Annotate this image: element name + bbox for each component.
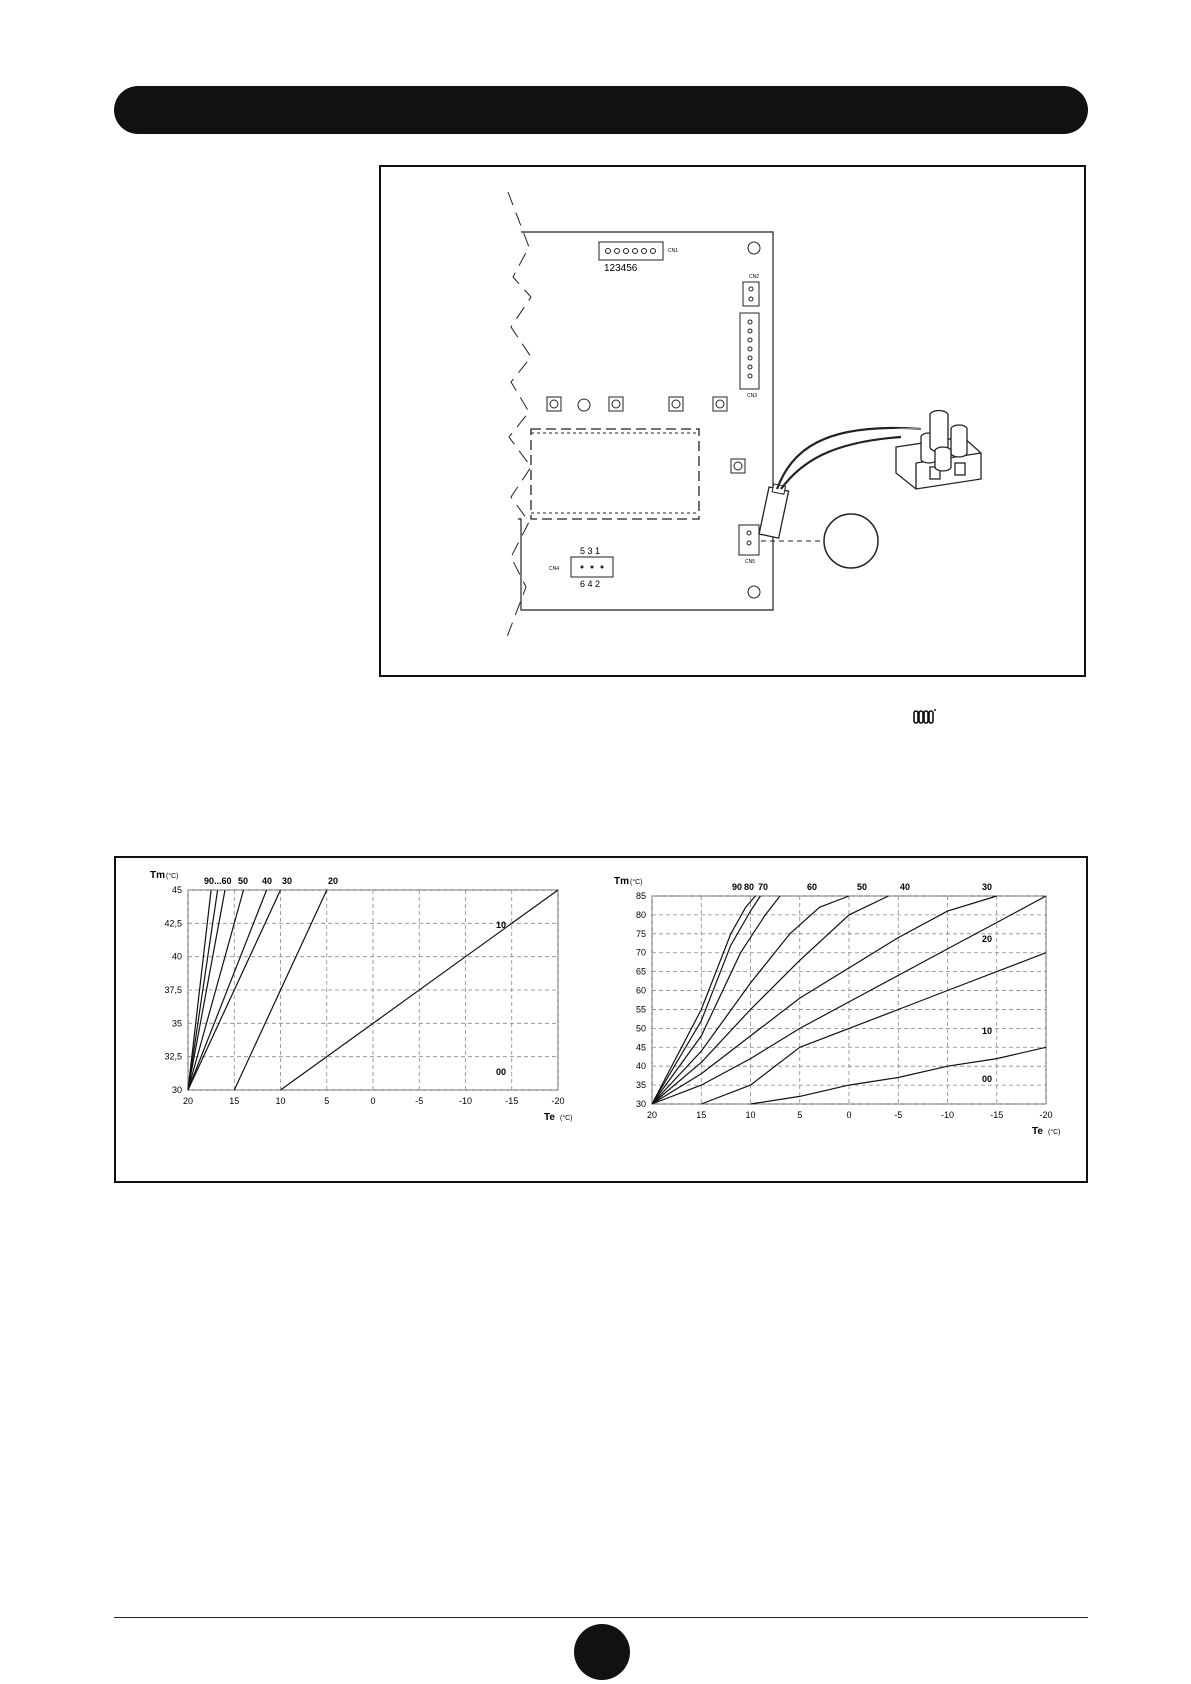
curve-label: 80 [744, 882, 755, 892]
y-tick-label: 40 [635, 1061, 646, 1072]
x-tick-label: 0 [370, 1096, 376, 1106]
y-tick-label: 60 [635, 985, 646, 996]
cn4-label: CN4 [549, 566, 560, 572]
curve-label: 40 [900, 882, 911, 892]
section-header-bar [114, 86, 1088, 134]
x-tick-label: 0 [846, 1110, 852, 1120]
series-line-90 [652, 896, 755, 1104]
curve-label: 20 [982, 934, 993, 944]
y-axis-unit: (°C) [166, 873, 179, 880]
x-tick-label: 5 [324, 1096, 330, 1106]
curve-label: 10 [982, 1026, 993, 1036]
curve-label: 20 [328, 876, 339, 886]
page-number-badge [574, 1624, 630, 1680]
footer-rule [114, 1617, 1088, 1618]
y-tick-label: 35 [171, 1018, 182, 1029]
series-line-40 [652, 896, 997, 1104]
y-tick-label: 65 [635, 966, 646, 977]
y-tick-label: 75 [635, 928, 646, 939]
circuit-board-drawing [381, 167, 1084, 675]
heating-curves-box [114, 856, 1088, 1183]
curve-label: 70 [758, 882, 769, 892]
heating-curves-charts [116, 858, 1086, 1181]
x-axis-unit: (°C) [1048, 1129, 1061, 1136]
cn1-label: CN1 [668, 248, 679, 254]
y-axis-title: Tm [614, 876, 629, 887]
y-tick-label: 30 [635, 1099, 646, 1109]
circuit-board-figure [379, 165, 1086, 677]
curve-label: 30 [282, 876, 293, 886]
series-line-90...60 [188, 890, 218, 1090]
x-tick-label: -5 [415, 1096, 424, 1106]
x-tick-label: 10 [275, 1096, 286, 1106]
cn3-label: CN3 [747, 393, 758, 399]
y-tick-label: 80 [635, 909, 646, 920]
y-tick-label: 45 [171, 885, 182, 895]
curve-label: 90 [732, 882, 743, 892]
y-tick-label: 50 [635, 1023, 646, 1034]
curve-label: 00 [496, 1067, 507, 1077]
x-tick-label: -15 [505, 1096, 519, 1106]
y-tick-label: 40 [171, 951, 182, 962]
x-tick-label: 5 [797, 1110, 803, 1120]
x-tick-label: 20 [182, 1096, 194, 1106]
curve-label: 50 [238, 876, 249, 886]
terminal-block [896, 411, 981, 490]
curve-label: 50 [857, 882, 868, 892]
cn4-top-pins: 5 3 1 [580, 546, 601, 556]
y-tick-label: 30 [171, 1085, 182, 1095]
x-axis-unit: (°C) [560, 1115, 573, 1122]
cn1-pin-numbers: 123456 [604, 263, 638, 274]
curve-label: 40 [262, 876, 273, 886]
x-tick-label: -5 [894, 1110, 903, 1120]
cn4-bottom-pins: 6 4 2 [580, 579, 601, 589]
x-tick-label: -10 [940, 1110, 955, 1120]
curve-label: 10 [496, 920, 507, 930]
y-tick-label: 32,5 [164, 1051, 182, 1062]
y-tick-label: 35 [635, 1080, 646, 1091]
x-tick-label: -20 [551, 1096, 565, 1106]
x-tick-label: -10 [458, 1096, 473, 1106]
y-tick-label: 42,5 [164, 918, 182, 929]
x-tick-label: 10 [745, 1110, 756, 1120]
y-tick-label: 85 [635, 891, 646, 901]
x-axis-title: Te [544, 1112, 555, 1123]
curve-label: 00 [982, 1074, 993, 1084]
curve-label: 30 [982, 882, 993, 892]
x-axis-title: Te [1032, 1126, 1043, 1137]
x-tick-label: 15 [229, 1096, 240, 1106]
x-tick-label: -20 [1039, 1110, 1053, 1120]
x-tick-label: 15 [696, 1110, 707, 1120]
y-tick-label: 37,5 [164, 985, 182, 995]
curve-label: 90...60 [204, 876, 232, 886]
y-axis-title: Tm [150, 870, 165, 881]
y-tick-label: 45 [635, 1042, 646, 1053]
curve-label: 60 [807, 882, 818, 892]
cn5-label: CN5 [745, 559, 756, 565]
callout-circle [824, 514, 878, 568]
x-tick-label: -15 [990, 1110, 1004, 1120]
cn2-label: CN2 [749, 274, 760, 280]
radiator-icon [912, 708, 936, 726]
x-tick-label: 20 [646, 1110, 658, 1120]
y-tick-label: 70 [635, 947, 646, 958]
y-tick-label: 55 [635, 1004, 646, 1015]
y-axis-unit: (°C) [630, 879, 643, 886]
